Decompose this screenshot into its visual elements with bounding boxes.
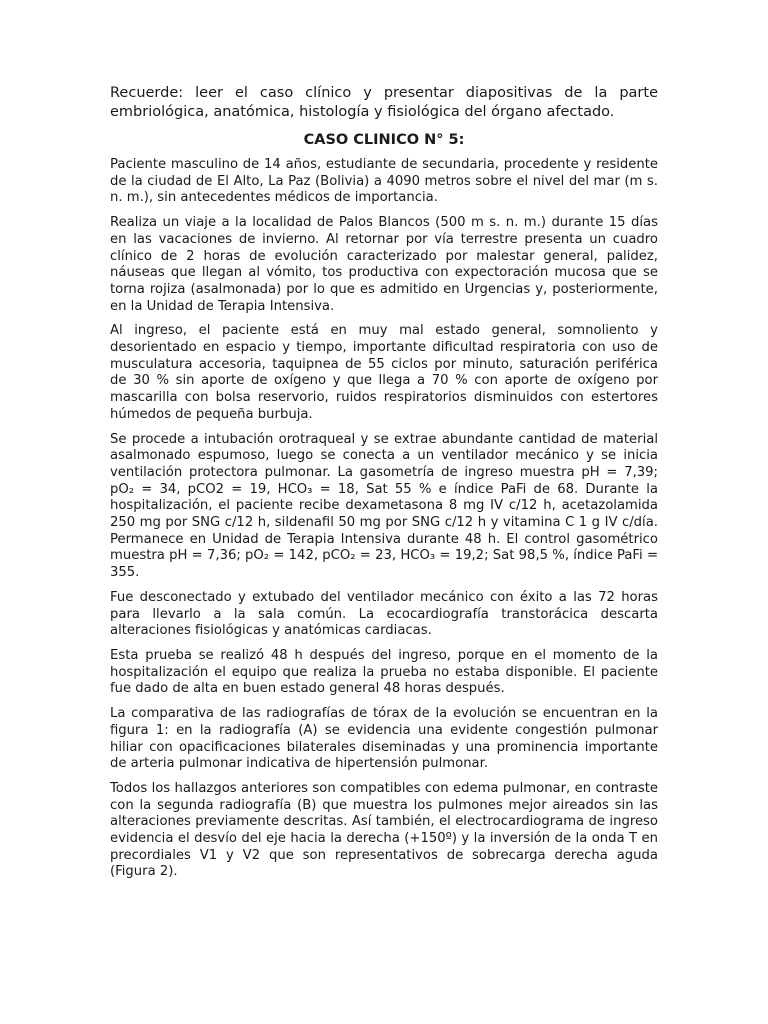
paragraph-extubation: Fue desconectado y extubado del ventilador mecánico con éxito a las 72 horas para llevarlo a la sala común. La ecocardiografía transtorácica descarta alteraciones fisiológicas y anatómicas cardiacas.	[110, 589, 658, 639]
paragraph-travel-symptoms: Realiza un viaje a la localidad de Palos Blancos (500 m s. n. m.) durante 15 días en las vacaciones de invierno. Al retornar por vía terrestre presenta un cuadro clínico de 2 horas de evolución caracterizado por malestar general, palidez, náuseas que llegan al vómito, tos productiva con expectoración mucosa que se torna rojiza (asalmonada) por lo que es admitido en Urgencias y, posteriormente, en la Unidad de Terapia Intensiva.	[110, 215, 658, 314]
paragraph-admission-status: Al ingreso, el paciente está en muy mal estado general, somnoliento y desorientado en espacio y tiempo, importante dificultad respiratoria con uso de musculatura accesoria, taquipnea de 55 ciclos por minuto, saturación periférica de 30 % sin aporte de oxígeno y que llega a 70 % con aporte de oxígeno por mascarilla con bolsa reservorio, ruidos respiratorios disminuidos con estertores húmedos de pequeña burbuja.	[110, 323, 658, 422]
case-title: CASO CLINICO N° 5:	[303, 132, 465, 148]
document-page	[110, 84, 658, 889]
paragraph-echo-timing: Esta prueba se realizó 48 h después del ingreso, porque en el momento de la hospitalización el equipo que realiza la prueba no estaba disponible. El paciente fue dado de alta en buen estado general 48 horas después.	[110, 647, 658, 697]
intro-reminder: Recuerde: leer el caso clínico y presentar diapositivas de la parte embriológica, anatómica, histología y fisiológica del órgano afectado.	[110, 85, 658, 120]
paragraph-findings-ecg: Todos los hallazgos anteriores son compatibles con edema pulmonar, en contraste con la segunda radiografía (B) que muestra los pulmones mejor aireados sin las alteraciones previamente descritas. Así también, el electrocardiograma de ingreso evidencia el desvío del eje hacia la derecha (+150º) y la inversión de la onda T en precordiales V1 y V2 que son representativos de sobrecarga derecha aguda (Figura 2).	[110, 780, 658, 880]
paragraph-intubation-treatment: Se procede a intubación orotraqueal y se extrae abundante cantidad de material asalmonado espumoso, luego se conecta a un ventilador mecánico y se inicia ventilación protectora pulmonar. La gasometría de ingreso muestra pH = 7,39; pO₂ = 34, pCO2 = 19, HCO₃ = 18, Sat 55 % e índice PaFi de 68. Durante la hospitalización, el paciente recibe dexametasona 8 mg IV c/12 h, acetazolamida 250 mg por SNG c/12 h, sildenafil 50 mg por SNG c/12 h y vitamina C 1 g IV c/día. Permanece en Unidad de Terapia Intensiva durante 48 h. El control gasométrico muestra pH = 7,36; pO₂ = 142, pCO₂ = 23, HCO₃ = 19,2; Sat 98,5 %, índice PaFi = 355.	[110, 431, 658, 581]
paragraph-radiography: La comparativa de las radiografías de tórax de la evolución se encuentran en la figura 1: en la radiografía (A) se evidencia una evidente congestión pulmonar hiliar con opacificaciones bilaterales diseminadas y una prominencia importante de arteria pulmonar indicativa de hipertensión pulmonar.	[110, 706, 658, 772]
paragraph-patient-background: Paciente masculino de 14 años, estudiante de secundaria, procedente y residente de la ciudad de El Alto, La Paz (Bolivia) a 4090 metros sobre el nivel del mar (m s. n. m.), sin antecedentes médicos de importancia.	[110, 157, 658, 206]
